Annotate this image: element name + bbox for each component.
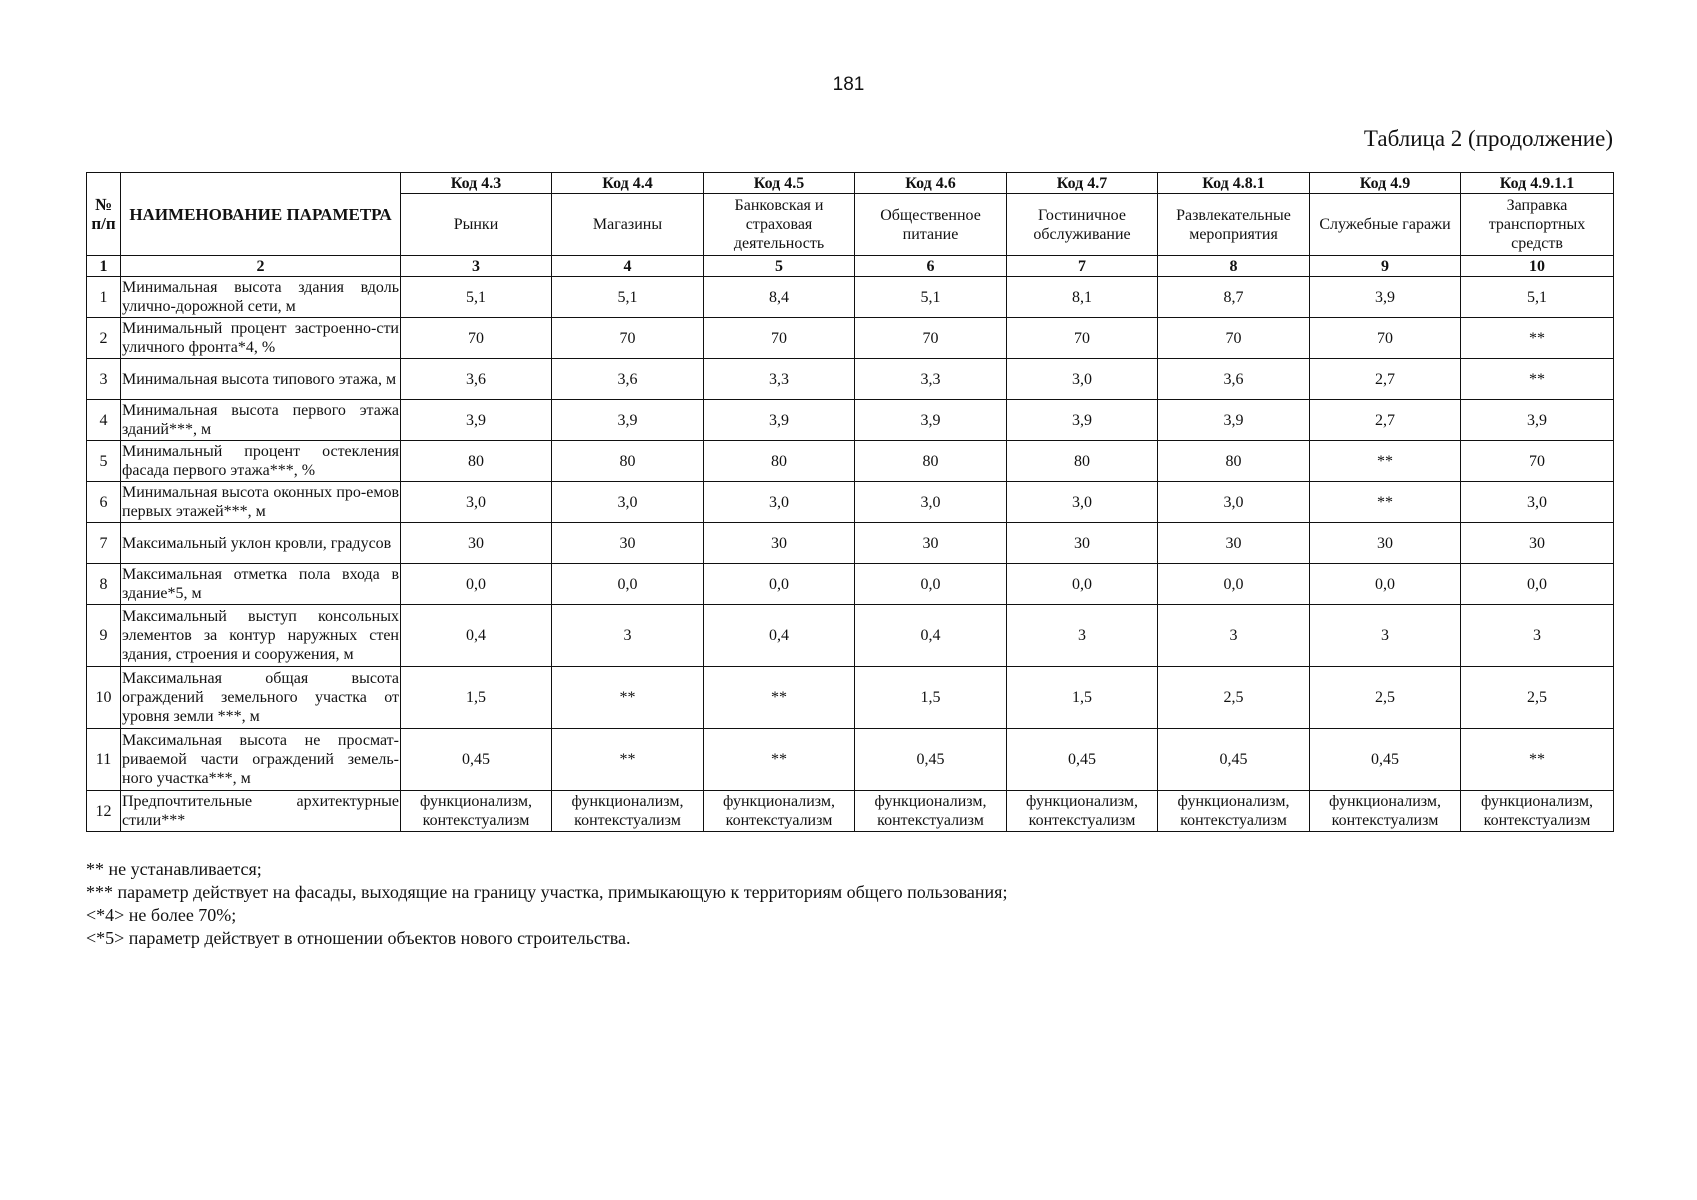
value-cell: 5,1	[855, 277, 1007, 318]
value-cell: 70	[1310, 318, 1461, 359]
value-cell: 70	[552, 318, 704, 359]
row-number: 7	[87, 523, 121, 564]
value-cell: 0,0	[1158, 564, 1310, 605]
value-cell: 0,0	[704, 564, 855, 605]
value-cell: 3,9	[855, 400, 1007, 441]
value-cell: **	[552, 667, 704, 729]
row-number: 2	[87, 318, 121, 359]
table-row	[87, 523, 1614, 564]
value-cell: 3,6	[401, 359, 552, 400]
value-cell: 70	[704, 318, 855, 359]
value-cell: 3,9	[1310, 277, 1461, 318]
parameter-name: Предпочтительные архитектурные стили***	[121, 791, 401, 832]
column-number: 1	[87, 256, 121, 277]
row-number: 10	[87, 667, 121, 729]
parameters-table	[86, 172, 1614, 832]
row-number: 5	[87, 441, 121, 482]
header-category-name: Рынки	[401, 194, 552, 256]
value-cell: 0,0	[401, 564, 552, 605]
value-cell: 3,3	[704, 359, 855, 400]
parameter-name: Максимальная отметка пола входа в здание*5, м	[121, 564, 401, 605]
header-code: Код 4.7	[1007, 173, 1158, 194]
table-body	[87, 277, 1614, 832]
value-cell: 0,0	[855, 564, 1007, 605]
value-cell: 80	[704, 441, 855, 482]
value-cell: 3,6	[1158, 359, 1310, 400]
header-category-name: Заправка транспортных средств	[1461, 194, 1614, 256]
parameter-name: Минимальная высота первого этажа зданий***, м	[121, 400, 401, 441]
row-number: 3	[87, 359, 121, 400]
row-number: 9	[87, 605, 121, 667]
value-cell: 80	[401, 441, 552, 482]
value-cell: функционализм, контекстуализм	[401, 791, 552, 832]
value-cell: 3,0	[855, 482, 1007, 523]
value-cell: функционализм, контекстуализм	[1007, 791, 1158, 832]
value-cell: 2,7	[1310, 359, 1461, 400]
value-cell: 3,9	[1461, 400, 1614, 441]
value-cell: 3,9	[704, 400, 855, 441]
value-cell: 8,7	[1158, 277, 1310, 318]
value-cell: 30	[1310, 523, 1461, 564]
value-cell: 3,9	[1158, 400, 1310, 441]
value-cell: 3,0	[1007, 359, 1158, 400]
parameter-name: Максимальный уклон кровли, градусов	[121, 523, 401, 564]
header-code: Код 4.5	[704, 173, 855, 194]
row-number: 1	[87, 277, 121, 318]
parameter-name: Минимальная высота типового этажа, м	[121, 359, 401, 400]
row-number: 4	[87, 400, 121, 441]
column-number: 6	[855, 256, 1007, 277]
value-cell: 5,1	[401, 277, 552, 318]
parameter-name: Максимальная общая высота ограждений земельного участка от уровня земли ***, м	[121, 667, 401, 729]
value-cell: 0,45	[1007, 729, 1158, 791]
column-number: 9	[1310, 256, 1461, 277]
value-cell: 1,5	[401, 667, 552, 729]
value-cell: 0,4	[855, 605, 1007, 667]
table-row	[87, 564, 1614, 605]
table-row	[87, 605, 1614, 667]
header-category-name: Гостиничное обслуживание	[1007, 194, 1158, 256]
value-cell: 0,0	[1310, 564, 1461, 605]
table-row	[87, 400, 1614, 441]
header-number: № п/п	[87, 173, 121, 256]
value-cell: 30	[552, 523, 704, 564]
value-cell: 30	[1158, 523, 1310, 564]
table-caption: Таблица 2 (продолжение)	[1363, 126, 1613, 151]
footnote: <*5> параметр действует в отношении объектов нового строительства.	[86, 928, 631, 948]
parameter-name: Максимальный выступ консольных элементов за контур наружных стен здания, строения и сооружения, м	[121, 605, 401, 667]
value-cell: 3,0	[1461, 482, 1614, 523]
footnotes	[86, 858, 1007, 950]
value-cell: 30	[855, 523, 1007, 564]
table-row	[87, 729, 1614, 791]
value-cell: 8,4	[704, 277, 855, 318]
value-cell: 2,7	[1310, 400, 1461, 441]
column-number: 7	[1007, 256, 1158, 277]
parameter-name: Минимальная высота оконных про-емов первых этажей***, м	[121, 482, 401, 523]
footnote: <*4> не более 70%;	[86, 905, 237, 925]
footnote: *** параметр действует на фасады, выходящие на границу участка, примыкающую к территориям общего пользования;	[86, 882, 1008, 902]
value-cell: 30	[704, 523, 855, 564]
value-cell: 70	[401, 318, 552, 359]
value-cell: 2,5	[1310, 667, 1461, 729]
value-cell: функционализм, контекстуализм	[704, 791, 855, 832]
value-cell: 0,0	[1007, 564, 1158, 605]
value-cell: 3	[552, 605, 704, 667]
value-cell: 70	[1007, 318, 1158, 359]
value-cell: 30	[401, 523, 552, 564]
footnote: ** не устанавливается;	[86, 859, 262, 879]
parameter-name: Минимальная высота здания вдоль улично-дорожной сети, м	[121, 277, 401, 318]
row-number: 12	[87, 791, 121, 832]
value-cell: 3,0	[1007, 482, 1158, 523]
value-cell: 3	[1310, 605, 1461, 667]
value-cell: 8,1	[1007, 277, 1158, 318]
value-cell: 0,45	[1158, 729, 1310, 791]
value-cell: функционализм, контекстуализм	[1461, 791, 1614, 832]
header-code: Код 4.6	[855, 173, 1007, 194]
value-cell: 70	[1158, 318, 1310, 359]
value-cell: 3,0	[1158, 482, 1310, 523]
header-code: Код 4.3	[401, 173, 552, 194]
value-cell: 3,6	[552, 359, 704, 400]
value-cell: **	[1461, 359, 1614, 400]
value-cell: 0,0	[552, 564, 704, 605]
value-cell: 3,3	[855, 359, 1007, 400]
value-cell: 1,5	[1007, 667, 1158, 729]
value-cell: 0,45	[1310, 729, 1461, 791]
header-code: Код 4.8.1	[1158, 173, 1310, 194]
row-number: 6	[87, 482, 121, 523]
value-cell: 3	[1158, 605, 1310, 667]
column-number: 5	[704, 256, 855, 277]
value-cell: 80	[552, 441, 704, 482]
header-code: Код 4.4	[552, 173, 704, 194]
value-cell: 80	[1158, 441, 1310, 482]
value-cell: 5,1	[1461, 277, 1614, 318]
parameter-name: Минимальный процент остекления фасада первого этажа***, %	[121, 441, 401, 482]
page-number: 181	[832, 74, 865, 95]
value-cell: 80	[1007, 441, 1158, 482]
value-cell: 2,5	[1158, 667, 1310, 729]
value-cell: **	[1461, 318, 1614, 359]
header-parameter-name: НАИМЕНОВАНИЕ ПАРАМЕТРА	[121, 173, 401, 256]
value-cell: функционализм, контекстуализм	[1310, 791, 1461, 832]
value-cell: **	[552, 729, 704, 791]
column-number: 2	[121, 256, 401, 277]
value-cell: 0,0	[1461, 564, 1614, 605]
header-code: Код 4.9.1.1	[1461, 173, 1614, 194]
table-row	[87, 359, 1614, 400]
value-cell: **	[1461, 729, 1614, 791]
header-category-name: Общественное питание	[855, 194, 1007, 256]
header-category-name: Служебные гаражи	[1310, 194, 1461, 256]
value-cell: 3,9	[1007, 400, 1158, 441]
value-cell: 30	[1007, 523, 1158, 564]
value-cell: **	[704, 729, 855, 791]
value-cell: 3,9	[401, 400, 552, 441]
value-cell: 0,4	[401, 605, 552, 667]
value-cell: 0,45	[401, 729, 552, 791]
table-row	[87, 277, 1614, 318]
table-row	[87, 667, 1614, 729]
value-cell: 0,4	[704, 605, 855, 667]
value-cell: 5,1	[552, 277, 704, 318]
column-number: 4	[552, 256, 704, 277]
value-cell: функционализм, контекстуализм	[855, 791, 1007, 832]
column-number: 3	[401, 256, 552, 277]
value-cell: 3	[1461, 605, 1614, 667]
value-cell: функционализм, контекстуализм	[552, 791, 704, 832]
value-cell: 70	[1461, 441, 1614, 482]
table-row	[87, 441, 1614, 482]
table-row	[87, 318, 1614, 359]
value-cell: 3,0	[401, 482, 552, 523]
parameter-name: Максимальная высота не просмат-риваемой части ограждений земель-ного участка***, м	[121, 729, 401, 791]
value-cell: 3,0	[552, 482, 704, 523]
value-cell: функционализм, контекстуализм	[1158, 791, 1310, 832]
value-cell: **	[1310, 441, 1461, 482]
header-category-name: Магазины	[552, 194, 704, 256]
value-cell: 30	[1461, 523, 1614, 564]
value-cell: **	[704, 667, 855, 729]
header-category-name: Развлекательные мероприятия	[1158, 194, 1310, 256]
table-row	[87, 791, 1614, 832]
column-number: 10	[1461, 256, 1614, 277]
value-cell: 2,5	[1461, 667, 1614, 729]
header-category-name: Банковская и страховая деятельность	[704, 194, 855, 256]
value-cell: 70	[855, 318, 1007, 359]
value-cell: 1,5	[855, 667, 1007, 729]
value-cell: 3,9	[552, 400, 704, 441]
value-cell: 3,0	[704, 482, 855, 523]
value-cell: 0,45	[855, 729, 1007, 791]
header-code: Код 4.9	[1310, 173, 1461, 194]
table-row	[87, 482, 1614, 523]
value-cell: **	[1310, 482, 1461, 523]
row-number: 8	[87, 564, 121, 605]
row-number: 11	[87, 729, 121, 791]
value-cell: 3	[1007, 605, 1158, 667]
value-cell: 80	[855, 441, 1007, 482]
column-number: 8	[1158, 256, 1310, 277]
parameter-name: Минимальный процент застроенно-сти уличного фронта*4, %	[121, 318, 401, 359]
